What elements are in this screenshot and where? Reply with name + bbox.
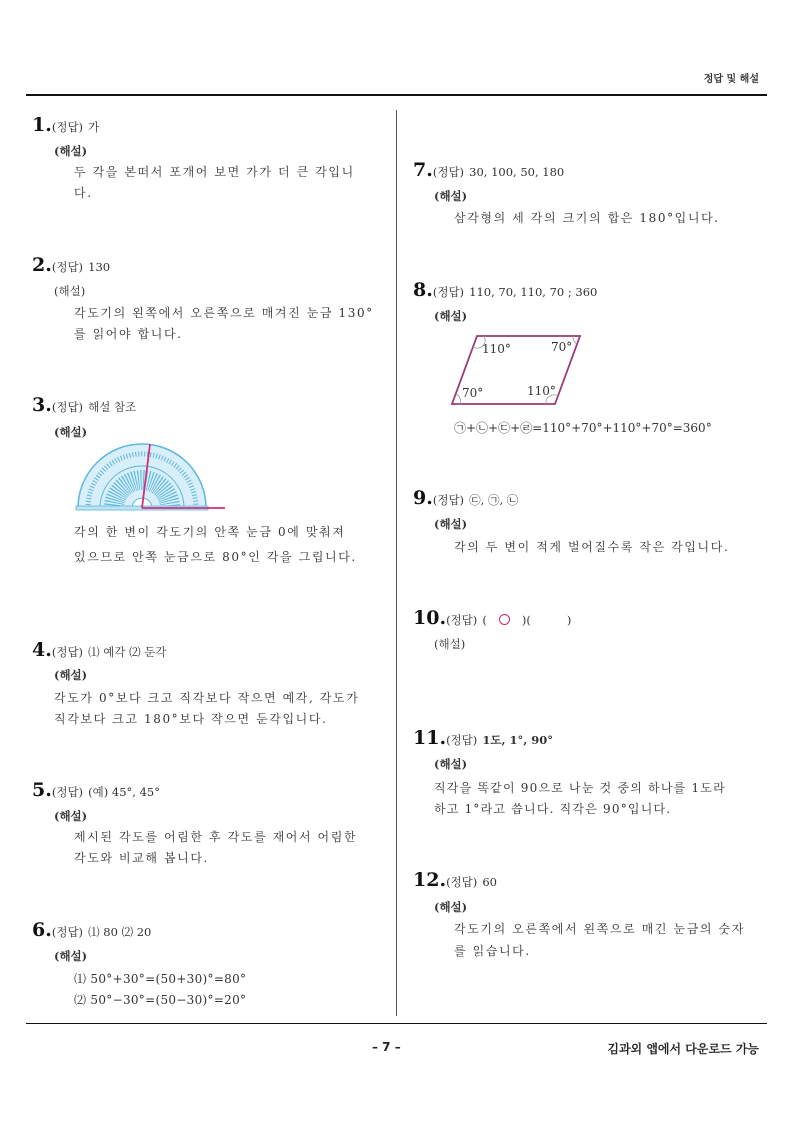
question-2 (32, 254, 110, 276)
explain-line: 다. (74, 186, 93, 200)
explain-line: 를 읽습니다. (454, 944, 531, 958)
answer-label: (정답) (432, 285, 465, 299)
question-number: 2. (32, 254, 52, 276)
answer-value: 가 (88, 120, 100, 134)
header-title: 정답 및 해설 (703, 74, 759, 85)
question-number: 8. (413, 279, 433, 301)
answer-value: 30, 100, 50, 180 (469, 165, 565, 179)
angle-label: 110° (482, 342, 511, 356)
explain-line: 하고 1°라고 씁니다. 직각은 90°입니다. (434, 802, 672, 816)
explain-label: (해설) (54, 144, 88, 158)
explain-line: 각의 두 변이 적게 벌어질수록 작은 각입니다. (454, 540, 730, 554)
explain-label: (해설) (54, 949, 88, 963)
explain-line: 삼각형의 세 각의 크기의 합은 180°입니다. (454, 211, 720, 225)
question-7 (413, 159, 564, 181)
explain-line: 를 읽어야 합니다. (74, 327, 183, 341)
explain-label: (해설) (434, 757, 468, 771)
answer-label: (정답) (51, 645, 84, 659)
answer-label: (정답) (51, 260, 84, 274)
question-number: 7. (413, 159, 433, 181)
question-number: 1. (32, 114, 52, 136)
answer-label: (정답) (51, 925, 84, 939)
question-5 (32, 779, 160, 801)
question-number: 9. (413, 487, 433, 509)
question-9 (413, 487, 518, 509)
explain-line: 있으므로 안쪽 눈금으로 80°인 각을 그립니다. (74, 550, 357, 564)
answer-paren: ) (566, 613, 572, 627)
question-8 (413, 279, 597, 301)
explain-line: ㉠+㉡+㉢+㉣=110°+70°+110°+70°=360° (454, 421, 712, 435)
bottom-rule (26, 1023, 767, 1024)
explain-line: 각도기의 오른쪽에서 왼쪽으로 매긴 눈금의 숫자 (454, 922, 745, 936)
answer-value: (예) 45°, 45° (88, 785, 160, 799)
angle-label: 110° (527, 384, 556, 398)
answer-value: ⑴ 80 ⑵ 20 (88, 925, 152, 939)
question-6 (32, 919, 151, 941)
answer-value: 1도, 1°, 90° (482, 733, 553, 747)
question-number: 10. (413, 607, 447, 629)
answer-value: 130 (88, 260, 111, 274)
answer-label: (정답) (432, 493, 465, 507)
footer-note: 김과외 앱에서 다운로드 가능 (607, 1042, 759, 1056)
question-number: 3. (32, 394, 52, 416)
answer-value: ㉢, ㉠, ㉡ (469, 493, 519, 507)
answer-value: 해설 참조 (88, 400, 137, 414)
question-12 (413, 869, 497, 891)
answer-value: 60 (482, 875, 497, 889)
question-1 (32, 114, 99, 136)
answer-label: (정답) (51, 400, 84, 414)
question-number: 11. (413, 727, 447, 749)
explain-line: 각도기의 왼쪽에서 오른쪽으로 매겨진 눈금 130° (74, 306, 374, 320)
explain-line: 각도와 비교해 봅니다. (74, 851, 209, 865)
explain-line: 각의 한 변이 각도기의 안쪽 눈금 0에 맞춰져 (74, 525, 346, 539)
explain-label: (해설) (434, 189, 468, 203)
protractor-figure (70, 440, 230, 515)
question-number: 4. (32, 639, 52, 661)
question-4 (32, 639, 167, 661)
explain-line: 직각보다 크고 180°보다 작으면 둔각입니다. (54, 712, 328, 726)
question-number: 5. (32, 779, 52, 801)
answer-label: (정답) (446, 733, 478, 747)
explain-label: (해설) (434, 900, 468, 914)
explain-label: (해설) (434, 517, 468, 531)
question-number: 12. (413, 869, 447, 891)
answer-label: (정답) (432, 165, 465, 179)
column-divider (396, 110, 397, 1016)
top-rule (26, 94, 767, 96)
page-number: – 7 – (372, 1040, 401, 1054)
answer-label: (정답) (51, 785, 84, 799)
angle-label: 70° (551, 340, 573, 354)
circle-mark-icon (499, 614, 510, 625)
explain-line: ⑵ 50°−30°=(50−30)°=20° (74, 993, 247, 1007)
explain-line: 두 각을 본떠서 포개어 보면 가가 더 큰 각입니 (74, 165, 355, 179)
explain-label: (해설) (434, 637, 466, 651)
answer-label: (정답) (446, 613, 478, 627)
question-number: 6. (32, 919, 52, 941)
explain-line: 직각을 똑같이 90으로 나눈 것 중의 하나를 1도라 (434, 781, 726, 795)
question-11 (413, 727, 553, 749)
explain-label: (해설) (434, 309, 468, 323)
explain-line: 제시된 각도를 어림한 후 각도를 재어서 어림한 (74, 830, 358, 844)
explain-label: (해설) (54, 809, 88, 823)
explain-label: (해설) (54, 668, 88, 682)
question-10 (413, 607, 571, 629)
explain-label: (해설) (54, 284, 86, 298)
answer-paren: )( (521, 613, 531, 627)
explain-line: ⑴ 50°+30°=(50+30)°=80° (74, 972, 247, 986)
explain-line: 각도가 0°보다 크고 직각보다 작으면 예각, 각도가 (54, 691, 360, 705)
question-3 (32, 394, 136, 416)
answer-value: ⑴ 예각 ⑵ 둔각 (88, 645, 167, 659)
answer-label: (정답) (51, 120, 84, 134)
answer-paren: ( (482, 613, 487, 627)
answer-label: (정답) (446, 875, 478, 889)
explain-label: (해설) (54, 425, 88, 439)
angle-label: 70° (462, 386, 484, 400)
answer-value: 110, 70, 110, 70 ; 360 (469, 285, 598, 299)
